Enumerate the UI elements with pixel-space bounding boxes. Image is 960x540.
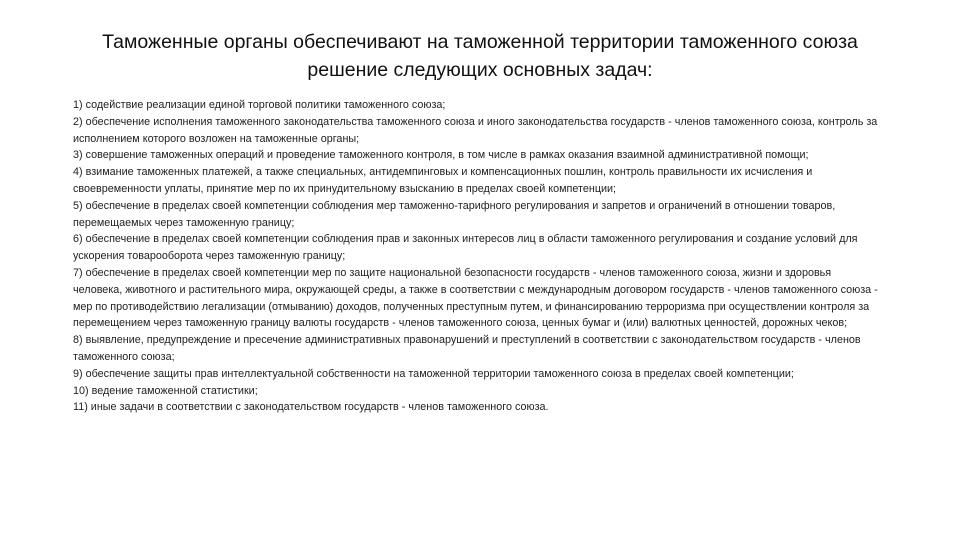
task-item-7: 7) обеспечение в пределах своей компетенции мер по защите национальной безопасности государств - членов таможенного союза, жизни и здоровья человека, животного и растительного мира, окружающей среды, а также в соответствии с международным договором государств - членов таможенного союза - мер по противодействию легализации (отмыванию) доходов, полученных преступным путем, и финансированию терроризма при осуществлении контроля за перемещением через таможенную границу валюты государств - членов таможенного союза, ценных бумаг и (или) валютных ценностей, дорожных чеков; (73, 266, 878, 330)
task-item-1: 1) содействие реализации единой торговой политики таможенного союза; (73, 99, 446, 111)
task-item-10: 10) ведение таможенной статистики; (73, 384, 258, 397)
task-item-11: 11) иные задачи в соответствии с законодательством государств - членов таможенного союза. (73, 401, 549, 414)
task-list (73, 97, 881, 416)
task-item-8: 8) выявление, предупреждение и пресечение административных правонарушений и преступлений в соответствии с законодательством государств - членов таможенного союза; (73, 334, 861, 363)
task-item-9: 9) обеспечение защиты прав интеллектуальной собственности на таможенной территории таможенного союза в пределах своей компетенции; (73, 367, 794, 380)
task-item-4: 4) взимание таможенных платежей, а также специальных, антидемпинговых и компенсационных пошлин, контроль правильности их исчисления и своевременности уплаты, принятие мер по их принудительному взысканию в пределах своей компетенции; (73, 166, 813, 195)
task-item-5: 5) обеспечение в пределах своей компетенции соблюдения мер таможенно-тарифного регулирования и запретов и ограничений в отношении товаров, перемещаемых через таможенную границу; (73, 199, 836, 229)
task-item-6: 6) обеспечение в пределах своей компетенции соблюдения прав и законных интересов лиц в области таможенного регулирования и создание условий для ускорения товарооборота через таможенную границу; (73, 233, 858, 263)
task-item-2: 2) обеспечение исполнения таможенного законодательства таможенного союза и иного законодательства государств - членов таможенного союза, контроль за исполнением которого возложен на таможенные органы; (73, 115, 878, 145)
slide-title: Таможенные органы обеспечивают на таможенной территории таможенного союза решение следующих основных задач: (102, 31, 858, 81)
task-item-3: 3) совершение таможенных операций и проведение таможенного контроля, в том числе в рамках оказания взаимной административной помощи; (73, 149, 809, 162)
